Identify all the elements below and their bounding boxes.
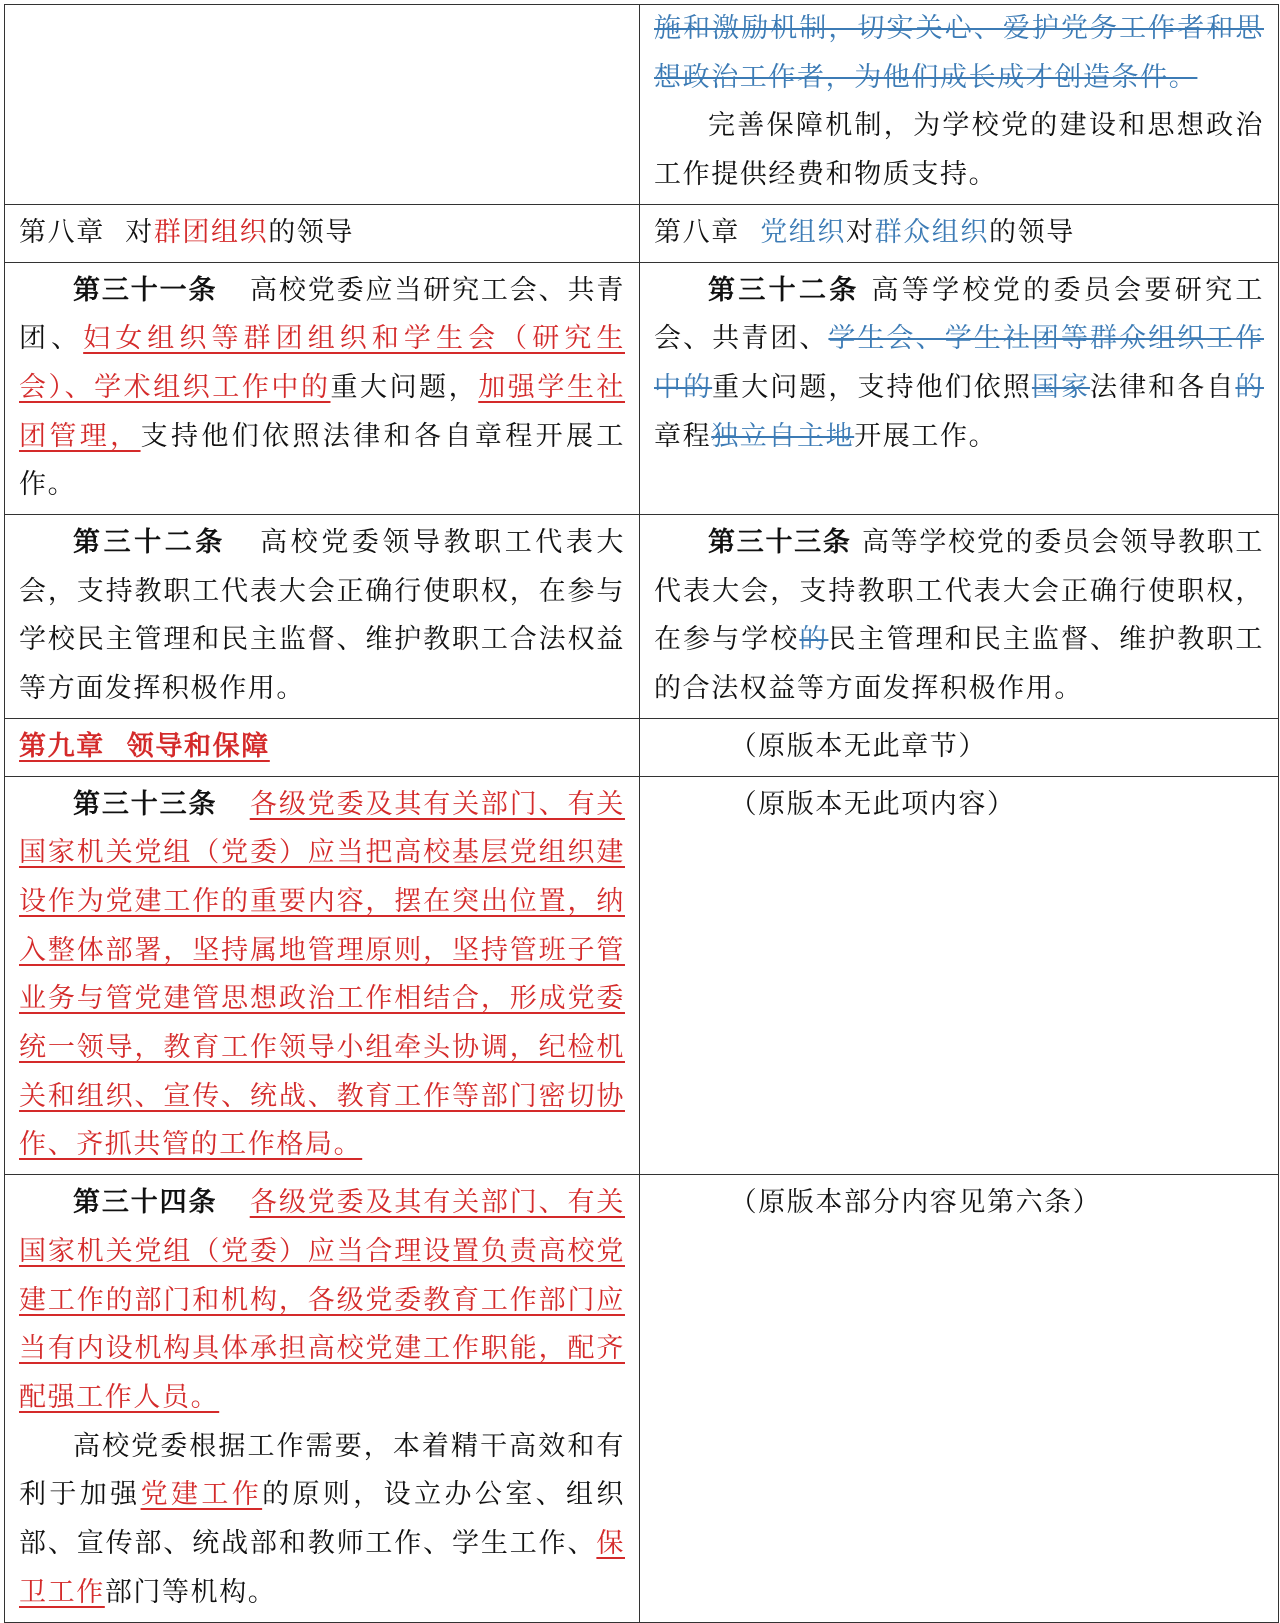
paragraph xyxy=(654,519,1264,714)
article-title: 第三十一条 xyxy=(73,274,218,306)
note-text: （原版本部分内容见第六条） xyxy=(729,1187,1102,1219)
added-text: 保卫工作 xyxy=(19,1528,625,1608)
row-article-32 xyxy=(5,515,1279,719)
changed-text: 群众组织 xyxy=(874,216,990,248)
article-title: 第三十四条 xyxy=(73,1187,218,1219)
deleted-text: 独立自主地 xyxy=(711,420,855,452)
chapter-number: 第八章 xyxy=(654,216,740,248)
added-text: 党建工作 xyxy=(140,1479,263,1511)
text: 开展工作。 xyxy=(854,420,998,452)
added-text: 加强学生社团管理， xyxy=(19,371,626,452)
row-continuation xyxy=(5,5,1279,205)
text: 支持他们依照法律和各自章程开展工作。 xyxy=(19,420,625,501)
deleted-text: 国家 xyxy=(1031,371,1091,403)
paragraph xyxy=(654,267,1264,462)
added-text: 妇女组织等群团组织和学生会（研究生会）、学术组织工作中的 xyxy=(19,323,625,403)
paragraph xyxy=(19,519,625,714)
added-text: 各级党委及其有关部门、有关国家机关党组（党委）应当合理设置负责高校党建工作的部门和机构，各级党委教育工作部门应当有内设机构具体承担高校党建工作职能，配齐配强工作人员。 xyxy=(19,1187,625,1413)
note-text: （原版本无此项内容） xyxy=(729,788,1016,820)
heading-text: 的领导 xyxy=(989,216,1075,248)
article-title: 第三十二条 xyxy=(708,274,860,306)
added-text: 群团组织 xyxy=(153,216,269,248)
article-33-note xyxy=(640,776,1279,1175)
deleted-text: 的 xyxy=(1235,371,1264,403)
cell-right-continuation xyxy=(640,5,1279,205)
text: 高等学校党的委员会要研究工会、共青团、 xyxy=(654,274,1264,355)
text: 高校党委应当研究工会、共青团、 xyxy=(19,274,625,355)
added-text: 各级党委及其有关部门、有关国家机关党组（党委）应当把高校基层党组织建设作为党建工作的重要内容，摆在突出位置，纳入整体部署，坚持属地管理原则，坚持管班子管业务与管党建管思想政治工作相结合，形成党委统一领导，教育工作领导小组牵头协调，纪检机关和组织、宣传、统战、教育工作等部门密切协作、齐抓共管的工作格局。 xyxy=(19,788,625,1161)
article-32-new xyxy=(5,515,640,719)
article-33-old xyxy=(640,515,1279,719)
changed-text: 党组织 xyxy=(760,216,846,248)
row-chapter-8 xyxy=(5,204,1279,262)
paragraph xyxy=(19,1179,625,1423)
paragraph xyxy=(19,267,625,511)
text: 高校党委根据工作需要，本着精干高效和有利于加强 xyxy=(19,1430,625,1511)
deleted-text: 施和激励机制，切实关心、爱护党务工作者和思想政治工作者，为他们成长成才创造条件。 xyxy=(654,13,1264,93)
article-31-new xyxy=(5,262,640,515)
deleted-text: 的 xyxy=(799,624,829,656)
chapter-number: 第八章 xyxy=(19,216,105,248)
text: 高校党委领导教职工代表大会，支持教职工代表大会正确行使职权，在参与学校民主管理和民主监督、维护教职工合法权益等方面发挥积极作用。 xyxy=(19,527,625,705)
article-title: 第三十三条 xyxy=(708,527,852,559)
article-34-note xyxy=(640,1175,1279,1622)
cell-left-empty xyxy=(5,5,640,205)
text: 的原则，设立办公室、组织部、宣传部、统战部和教师工作、学生工作、 xyxy=(19,1479,625,1560)
text: 章程 xyxy=(654,420,712,452)
heading-text: 对 xyxy=(125,216,154,248)
text: 重大问题， xyxy=(330,371,479,403)
paragraph xyxy=(19,781,625,1171)
chapter-9-heading xyxy=(5,718,640,776)
chapter-8-heading-old xyxy=(640,204,1279,262)
row-article-31 xyxy=(5,262,1279,515)
heading-text: 的领导 xyxy=(268,216,355,248)
note-text: （原版本无此章节） xyxy=(729,730,987,762)
row-article-33 xyxy=(5,776,1279,1175)
deleted-text: 学生会、学生社团等群众组织工作中的 xyxy=(654,323,1264,403)
article-32-old xyxy=(640,262,1279,515)
article-title: 第三十二条 xyxy=(73,527,226,559)
row-article-34 xyxy=(5,1175,1279,1622)
chapter-9-note xyxy=(640,718,1279,776)
row-chapter-9 xyxy=(5,718,1279,776)
comparison-table xyxy=(4,4,1279,1623)
paragraph: 完善保障机制，为学校党的建设和思想政治工作提供经费和物质支持。 xyxy=(654,110,1264,191)
paragraph xyxy=(654,5,1264,102)
text: 重大问题，支持他们依照 xyxy=(712,371,1032,403)
text: 民主管理和民主监督、维护教职工的合法权益等方面发挥积极作用。 xyxy=(654,624,1265,705)
article-33-new xyxy=(5,776,640,1175)
article-34-new xyxy=(5,1175,640,1622)
text: 部门等机构。 xyxy=(104,1576,277,1608)
heading-text: 对 xyxy=(846,216,875,248)
chapter-8-heading-new xyxy=(5,204,640,262)
article-title: 第三十三条 xyxy=(73,788,218,820)
text: 法律和各自 xyxy=(1090,371,1236,403)
paragraph xyxy=(19,1423,625,1618)
text: 高等学校党的委员会领导教职工代表大会，支持教职工代表大会正确行使职权，在参与学校 xyxy=(654,527,1264,656)
added-heading: 第九章 领导和保障 xyxy=(19,730,270,762)
